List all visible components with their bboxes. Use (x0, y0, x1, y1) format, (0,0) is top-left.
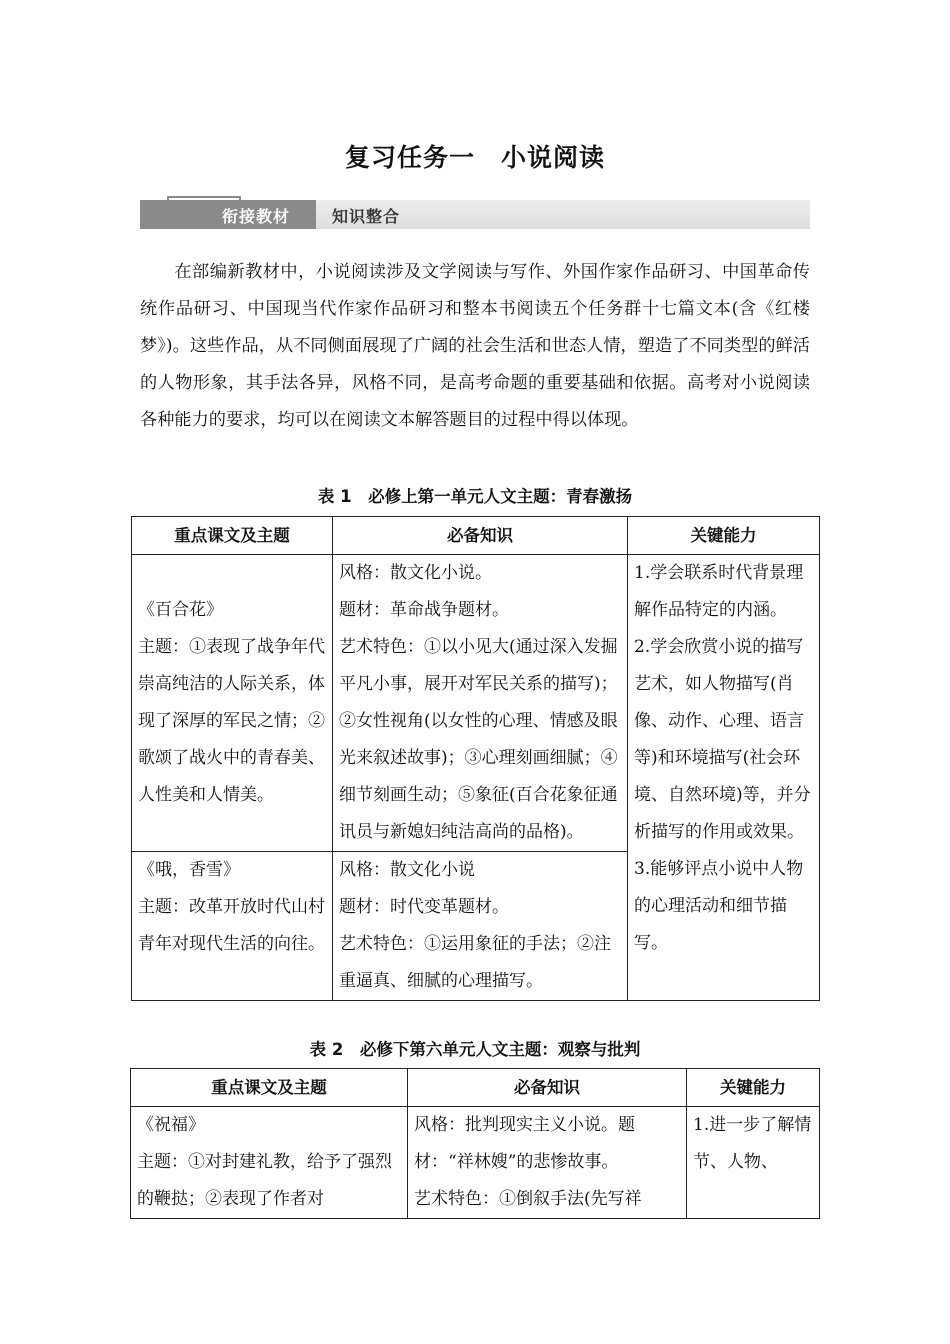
section-header-tab-notch (167, 196, 241, 204)
table2-header-knowledge: 必备知识 (408, 1069, 687, 1107)
table2-lesson-cell: 《祝福》 主题：①对封建礼教，给予了强烈的鞭挞；②表现了作者对 (131, 1107, 408, 1219)
table1 (131, 516, 820, 1001)
table2-header-row (131, 1069, 820, 1107)
table2-header-ability: 关键能力 (687, 1069, 820, 1107)
page-title: 复习任务一 小说阅读 (344, 143, 605, 172)
table1-knowledge-cell: 风格：散文化小说。 题材：革命战争题材。 艺术特色：①以小见大(通过深入发掘平凡小事，展开对军民关系的描写)；②女性视角(以女性的心理、情感及眼光来叙述故事)；③心理刻画细腻；④细节刻画生动；⑤象征(百合花象征通讯员与新媳妇纯洁高尚的品格)。 (333, 555, 628, 852)
section-header-main-label: 衔接教材 (222, 207, 291, 226)
table2 (130, 1068, 820, 1219)
table-row (132, 555, 820, 852)
section-header-bar (140, 200, 810, 229)
table1-lesson-cell: 《哦，香雪》 主题：改革开放时代山村青年对现代生活的向往。 (132, 852, 333, 1001)
table1-knowledge-cell: 风格：散文化小说 题材：时代变革题材。 艺术特色：①运用象征的手法；②注重逼真、细腻的心理描写。 (333, 852, 628, 1001)
table1-header-row (132, 517, 820, 555)
intro-paragraph: 在部编新教材中，小说阅读涉及文学阅读与写作、外国作家作品研习、中国革命传统作品研习、中国现当代作家作品研习和整本书阅读五个任务群十七篇文本(含《红楼梦》)。这些作品，从不同侧面展现了广阔的社会生活和世态人情，塑造了不同类型的鲜活的人物形象，其手法各异，风格不同，是高考命题的重要基础和依据。高考对小说阅读各种能力的要求，均可以在阅读文本解答题目的过程中得以体现。 (140, 262, 810, 430)
table-row (131, 1107, 820, 1219)
table2-ability-cell: 1.进一步了解情节、人物、 (687, 1107, 820, 1219)
table1-header-lesson: 重点课文及主题 (132, 517, 333, 555)
section-header-sub-label: 知识整合 (332, 207, 401, 226)
table1-lesson-cell: 《百合花》 主题：①表现了战争年代崇高纯洁的人际关系，体现了深厚的军民之情；②歌颂了战火中的青春美、人性美和人情美。 (132, 555, 333, 852)
table1-header-knowledge: 必备知识 (333, 517, 628, 555)
table2-header-lesson: 重点课文及主题 (131, 1069, 408, 1107)
table2-knowledge-cell: 风格：批判现实主义小说。题材：“祥林嫂”的悲惨故事。 艺术特色：①倒叙手法(先写祥 (408, 1107, 687, 1219)
table2-caption: 表 2 必修下第六单元人文主题：观察与批判 (309, 1040, 641, 1059)
table1-ability-cell: 1.学会联系时代背景理解作品特定的内涵。 2.学会欣赏小说的描写艺术，如人物描写(肖像、动作、心理、语言等)和环境描写(社会环境、自然环境)等，并分析描写的作用或效果。 3.能够评点小说中人物的心理活动和细节描写。 (628, 555, 820, 1001)
table1-caption: 表 1 必修上第一单元人文主题：青春激扬 (317, 487, 633, 506)
table1-header-ability: 关键能力 (628, 517, 820, 555)
